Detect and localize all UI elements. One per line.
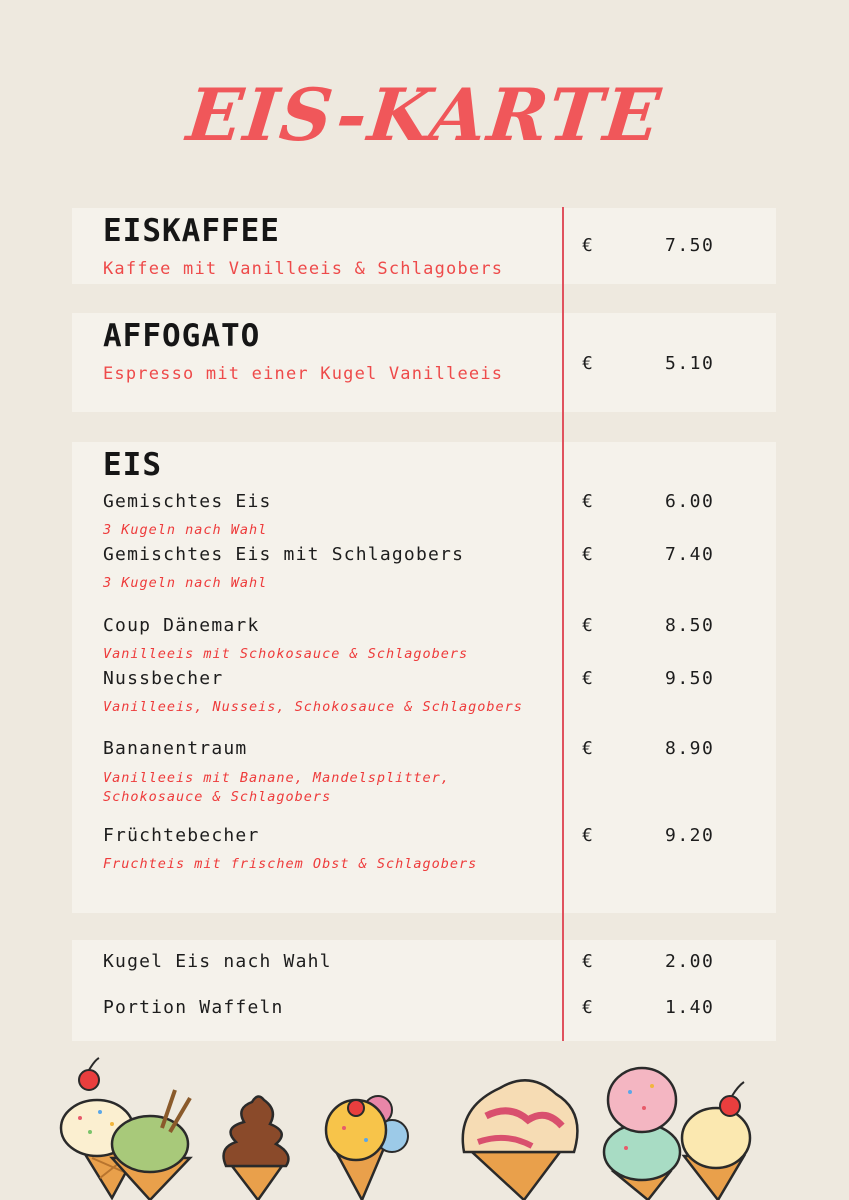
section-description: Espresso mit einer Kugel Vanilleeis [103,364,504,384]
section-eis [72,442,776,913]
price: 8.90 [665,738,715,759]
menu-item-description: Fruchteis mit frischem Obst & Schlagobers [103,856,478,872]
menu-item-name: Gemischtes Eis mit Schlagobers [103,544,465,565]
price: 5.10 [665,353,715,374]
currency-symbol: € [582,544,593,565]
section-affogato [72,313,776,412]
currency-symbol: € [582,668,593,689]
currency-symbol: € [582,997,593,1018]
section-heading: EIS [103,447,162,483]
soft-serve-icon [224,1096,289,1200]
section-extras [72,940,776,1041]
ice-cream-cone-icon [326,1096,408,1200]
currency-symbol: € [582,353,593,374]
price-column-divider [562,207,564,1041]
menu-item-name: Nussbecher [103,668,224,689]
menu-item-name: Portion Waffeln [103,997,284,1018]
price: 9.50 [665,668,715,689]
menu-item-description-line2: Schokosauce & Schlagobers [103,789,332,805]
currency-symbol: € [582,951,593,972]
menu-item-name: Früchtebecher [103,825,260,846]
menu-title: EIS-KARTE [183,72,666,157]
price: 7.50 [665,235,715,256]
menu-item-description: 3 Kugeln nach Wahl [103,575,268,591]
currency-symbol: € [582,235,593,256]
section-description: Kaffee mit Vanilleeis & Schlagobers [103,259,504,279]
price: 2.00 [665,951,715,972]
menu-item-name: Kugel Eis nach Wahl [103,951,332,972]
currency-symbol: € [582,825,593,846]
price: 8.50 [665,615,715,636]
menu-item-description: Vanilleeis mit Schokosauce & Schlagobers [103,646,469,662]
currency-symbol: € [582,491,593,512]
ice-cream-cone-icon [61,1058,190,1200]
price: 9.20 [665,825,715,846]
section-heading: EISKAFFEE [103,213,280,249]
price: 7.40 [665,544,715,565]
ice-cream-cone-icon [604,1068,680,1200]
menu-item-description: Vanilleeis mit Banane, Mandelsplitter, [103,770,450,786]
section-heading: AFFOGATO [103,318,261,354]
menu-item-description: Vanilleeis, Nusseis, Schokosauce & Schlagobers [103,699,523,715]
ice-cream-cone-icon [682,1082,750,1200]
menu-item-name: Bananentraum [103,738,248,759]
currency-symbol: € [582,615,593,636]
menu-item-name: Coup Dänemark [103,615,260,636]
price: 1.40 [665,997,715,1018]
section-eiskaffee [72,208,776,284]
price: 6.00 [665,491,715,512]
ice-cream-illustrations [0,1048,849,1200]
ice-cream-cone-icon [463,1080,578,1200]
menu-item-description: 3 Kugeln nach Wahl [103,522,268,538]
menu-item-name: Gemischtes Eis [103,491,272,512]
currency-symbol: € [582,738,593,759]
